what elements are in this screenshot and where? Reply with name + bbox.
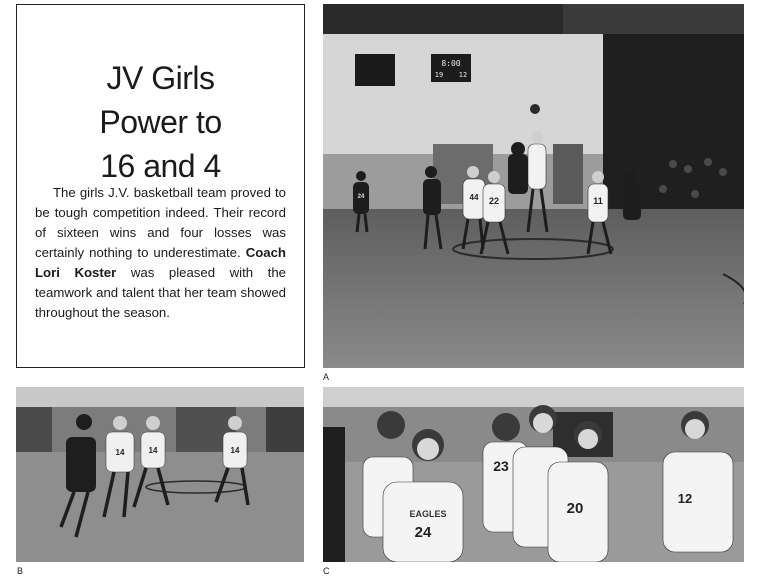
coach-name: Coach Lori Koster (35, 245, 286, 280)
jersey-24: 24 (357, 194, 365, 200)
b-jersey-2: 14 (148, 446, 158, 455)
photo-b-image (16, 387, 304, 562)
c-team-name: EAGLES (409, 509, 447, 519)
article-body (35, 183, 286, 323)
photo-a-image (323, 4, 744, 368)
body-part-1: The girls J.V. basketball team proved to be tough competition indeed. Their record of sixteen wins and four losses was certainly nothing to underestimate. (35, 185, 286, 260)
jersey-11: 11 (593, 196, 603, 206)
jersey-22: 22 (488, 196, 500, 206)
photo-b-caption: B (17, 566, 24, 576)
headline (17, 56, 304, 188)
photo-b (16, 387, 304, 562)
c-jersey-23: 23 (493, 458, 509, 474)
photo-c (323, 387, 744, 562)
c-jersey-12: 12 (677, 491, 693, 506)
c-jersey-20: 20 (566, 500, 584, 517)
headline-line-2: Power to (99, 104, 222, 141)
photo-c-caption: C (323, 566, 330, 576)
scoreboard-home: 19 (434, 71, 444, 79)
jersey-44: 44 (469, 193, 479, 202)
photo-a-caption: A (323, 372, 330, 382)
scoreboard-guest: 12 (458, 71, 468, 79)
photo-c-image (323, 387, 744, 562)
body-part-2: was pleased with the teamwork and talent that her team showed throughout the season. (35, 265, 287, 320)
c-jersey-24: 24 (414, 524, 432, 541)
photo-a (323, 4, 744, 368)
b-jersey-1: 14 (115, 448, 125, 457)
b-jersey-3: 14 (230, 446, 240, 455)
article-box (16, 4, 305, 368)
headline-line-3: 16 and 4 (100, 148, 221, 185)
scoreboard-clock: 8:00 (441, 59, 461, 68)
headline-line-1: JV Girls (106, 60, 215, 97)
